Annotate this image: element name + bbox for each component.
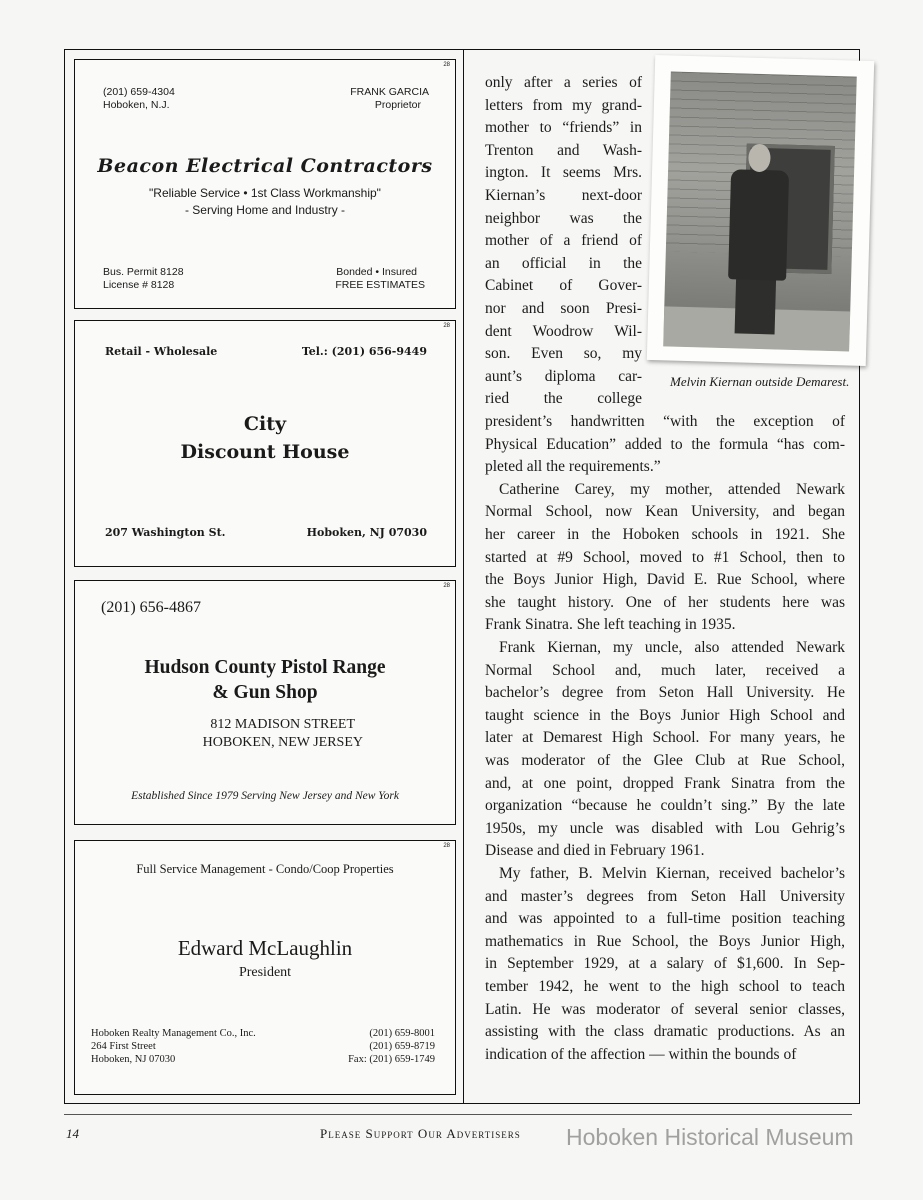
article-line: dent Woodrow Wil- bbox=[485, 322, 642, 340]
ad-tagline-service: - Serving Home and Industry - bbox=[184, 203, 346, 217]
ad-service: Full Service Management - Condo/Coop Properties bbox=[136, 862, 394, 876]
ad-city: Hoboken, NJ 07030 bbox=[306, 526, 427, 539]
article-line: Normal School, now Kean University, and began bbox=[485, 503, 845, 521]
ad-city-discount-house bbox=[74, 320, 456, 567]
article-line: Frank Kiernan, my uncle, also attended Newark bbox=[499, 639, 845, 656]
ad-street: 264 First Street bbox=[91, 1041, 156, 1052]
ad-number: 28 bbox=[443, 583, 450, 589]
article-line: Trenton and Wash- bbox=[485, 141, 642, 159]
column-divider bbox=[463, 49, 464, 1104]
article-line: in September 1929, at a salary of $1,600. In Sep- bbox=[485, 955, 845, 973]
article-line: she taught history. One of her students here was bbox=[485, 593, 845, 611]
ad-company: Hoboken Realty Management Co., Inc. bbox=[91, 1028, 256, 1039]
photo-image bbox=[663, 71, 857, 351]
ad-beacon-electrical bbox=[74, 59, 456, 309]
ad-name: Hudson County Pistol Range bbox=[144, 657, 386, 678]
ad-city: Hoboken, N.J. bbox=[103, 99, 170, 111]
ad-bonded: Bonded • Insured bbox=[336, 266, 417, 278]
ad-name-city: City bbox=[243, 413, 287, 435]
ad-phone-1: (201) 659-8001 bbox=[369, 1028, 435, 1039]
ad-name-discount-house: Discount House bbox=[180, 441, 350, 463]
ad-street: 812 MADISON STREET bbox=[210, 717, 355, 732]
article-line: president’s handwritten “with the exception of bbox=[485, 413, 845, 430]
article-line: aunt’s diploma car- bbox=[485, 367, 642, 385]
article-line: mother to “friends” in bbox=[485, 119, 642, 137]
article-line: bachelor’s degree from Seton Hall University. He bbox=[485, 684, 845, 702]
article-line: and master’s degrees from Seton Hall University bbox=[485, 887, 845, 905]
ad-number: 28 bbox=[443, 62, 450, 68]
article-line: was moderator of the Glee Club at Rue School, bbox=[485, 752, 845, 769]
ad-name-gun-shop: & Gun Shop bbox=[212, 682, 318, 703]
ad-owner-title: Proprietor bbox=[374, 99, 421, 111]
ad-phone: (201) 656-4867 bbox=[101, 599, 201, 616]
article-line: Latin. He was moderator of several senior classes, bbox=[485, 1000, 845, 1018]
ad-permit: Bus. Permit 8128 bbox=[103, 266, 184, 278]
ad-person-title: President bbox=[238, 965, 292, 980]
article-line: Kiernan’s next-door bbox=[485, 187, 642, 204]
ad-number: 28 bbox=[443, 323, 450, 329]
article-line: an official in the bbox=[485, 254, 642, 272]
article-line: later at Demarest High School. For many years, he bbox=[485, 729, 845, 747]
ad-owner-name: FRANK GARCIA bbox=[350, 86, 429, 98]
ad-estimates: FREE ESTIMATES bbox=[335, 279, 425, 291]
article-line: Disease and died in February 1961. bbox=[485, 842, 705, 860]
article-line: tember 1942, he went to the high school to teach bbox=[485, 978, 845, 995]
article-line: her career in the Hoboken schools in 1921. She bbox=[485, 526, 845, 543]
article-line: ried the college bbox=[485, 390, 642, 408]
ad-phone: Tel.: (201) 656-9449 bbox=[301, 345, 427, 358]
article-line: assisting with the class dramatic productions. As an bbox=[485, 1023, 845, 1041]
photo-melvin-kiernan bbox=[647, 55, 874, 366]
article-line: nor and soon Presi- bbox=[485, 300, 642, 317]
article-line: and was appointed to a full-time position teaching bbox=[485, 910, 845, 928]
ad-tagline: "Reliable Service • 1st Class Workmanship" bbox=[149, 186, 381, 200]
article-line: taught science in the Boys Junior High School and bbox=[485, 706, 845, 724]
article-line: Cabinet of Gover- bbox=[485, 277, 642, 295]
article-line: mathematics in Rue School, the Boys Junior High, bbox=[485, 932, 845, 950]
ad-number: 28 bbox=[443, 843, 450, 849]
article-line: son. Even so, my bbox=[485, 345, 642, 363]
article-line: 1950s, my uncle was disabled with Lou Gehrig’s bbox=[485, 819, 845, 837]
article-line: mother of a friend of bbox=[485, 232, 642, 250]
article-line: organization “because he couldn’t sing.” By the late bbox=[485, 797, 845, 815]
article-line: neighbor was the bbox=[485, 209, 642, 227]
ad-license: License # 8128 bbox=[103, 279, 175, 291]
article-line: only after a series of bbox=[485, 74, 642, 91]
ad-retail-wholesale: Retail - Wholesale bbox=[105, 345, 218, 358]
ad-address: 207 Washington St. bbox=[105, 526, 226, 539]
article-line: My father, B. Melvin Kiernan, received bachelor’s bbox=[499, 865, 845, 882]
article-line: Physical Education” added to the formula “has com- bbox=[485, 435, 845, 453]
ad-business-name: Beacon Electrical Contractors bbox=[97, 155, 433, 177]
ad-established: Established Since 1979 Serving New Jersey and New York bbox=[131, 790, 399, 802]
ad-phone-2: (201) 659-8719 bbox=[369, 1041, 435, 1052]
footer-rule bbox=[64, 1114, 852, 1115]
article-line: indication of the affection — within the bounds of bbox=[485, 1045, 797, 1063]
ad-city: HOBOKEN, NEW JERSEY bbox=[202, 735, 363, 750]
article-line: Catherine Carey, my mother, attended Newark bbox=[499, 480, 845, 498]
article-line: pleted all the requirements.” bbox=[485, 458, 661, 476]
ad-realty-management bbox=[74, 840, 456, 1095]
article-line: and, at one point, dropped Frank Sinatra from the bbox=[485, 774, 845, 792]
ad-person-name: Edward McLaughlin bbox=[177, 936, 353, 960]
ad-city: Hoboken, NJ 07030 bbox=[91, 1054, 176, 1065]
article-line: ington. It seems Mrs. bbox=[485, 164, 642, 182]
article-line: Normal School and, much later, received a bbox=[485, 661, 845, 679]
ad-fax: Fax: (201) 659-1749 bbox=[348, 1054, 435, 1065]
article-line: the Boys Junior High, David E. Rue School, where bbox=[485, 571, 845, 589]
footer-text: Please Support Our Advertisers bbox=[320, 1126, 521, 1141]
article-line: Frank Sinatra. She left teaching in 1935. bbox=[485, 616, 736, 634]
photo-caption: Melvin Kiernan outside Demarest. bbox=[670, 374, 850, 389]
ad-phone: (201) 659-4304 bbox=[103, 86, 175, 98]
ad-pistol-range bbox=[74, 580, 456, 825]
page-number: 14 bbox=[66, 1126, 79, 1141]
watermark: Hoboken Historical Museum bbox=[566, 1124, 854, 1150]
article-line: letters from my grand- bbox=[485, 96, 642, 114]
article-line: started at #9 School, moved to #1 School, then to bbox=[485, 548, 845, 566]
